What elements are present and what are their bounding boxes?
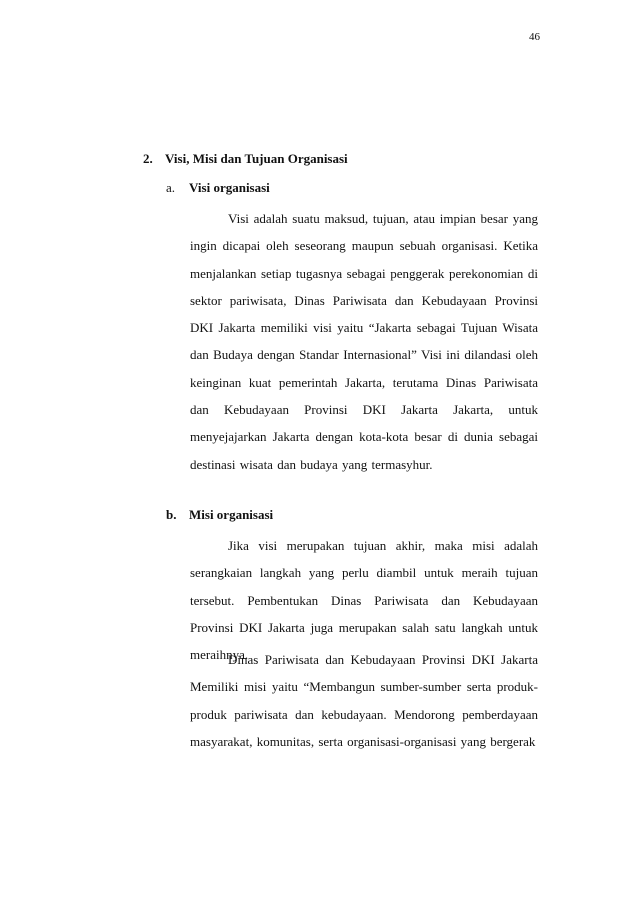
subsection-heading-misi — [166, 507, 273, 523]
section-title: Visi, Misi dan Tujuan Organisasi — [165, 151, 348, 166]
paragraph-misi-1: Jika visi merupakan tujuan akhir, maka misi adalah serangkaian langkah yang perlu diambil untuk meraih tujuan tersebut. Pembentukan Dinas Pariwisata dan Kebudayaan Provinsi DKI Jakarta juga merupakan salah satu langkah untuk meraihnya. — [190, 538, 538, 663]
subsection-title: Misi organisasi — [189, 507, 274, 522]
subsection-letter: b. — [166, 507, 177, 522]
subsection-title: Visi organisasi — [189, 180, 270, 195]
paragraph-misi-2: Dinas Pariwisata dan Kebudayaan Provinsi DKI Jakarta Memiliki misi yaitu “Membangun sumber-sumber serta produk-produk pariwisata dan kebudayaan. Mendorong pemberdayaan masyarakat, komunitas, serta organisasi-organisasi yang bergerak — [190, 652, 538, 749]
paragraph-visi: Visi adalah suatu maksud, tujuan, atau impian besar yang ingin dicapai oleh seseorang maupun sebuah organisasi. Ketika menjalankan setiap tugasnya sebagai penggerak perekonomian di sektor pariwisata, Dinas Pariwisata dan Kebudayaan Provinsi DKI Jakarta memiliki visi yaitu “Jakarta sebagai Tujuan Wisata dan Budaya dengan Standar Internasional” Visi ini dilandasi oleh keinginan kuat pemerintah Jakarta, terutama Dinas Pariwisata dan Kebudayaan Provinsi DKI Jakarta Jakarta, untuk menyejajarkan Jakarta dengan kota-kota besar di dunia sebagai destinasi wisata dan budaya yang termasyhur. — [190, 211, 538, 472]
section-heading — [143, 151, 348, 167]
subsection-heading-visi — [166, 180, 270, 196]
page-number: 46 — [529, 31, 540, 43]
subsection-letter: a. — [166, 180, 176, 195]
section-number: 2. — [143, 151, 153, 166]
